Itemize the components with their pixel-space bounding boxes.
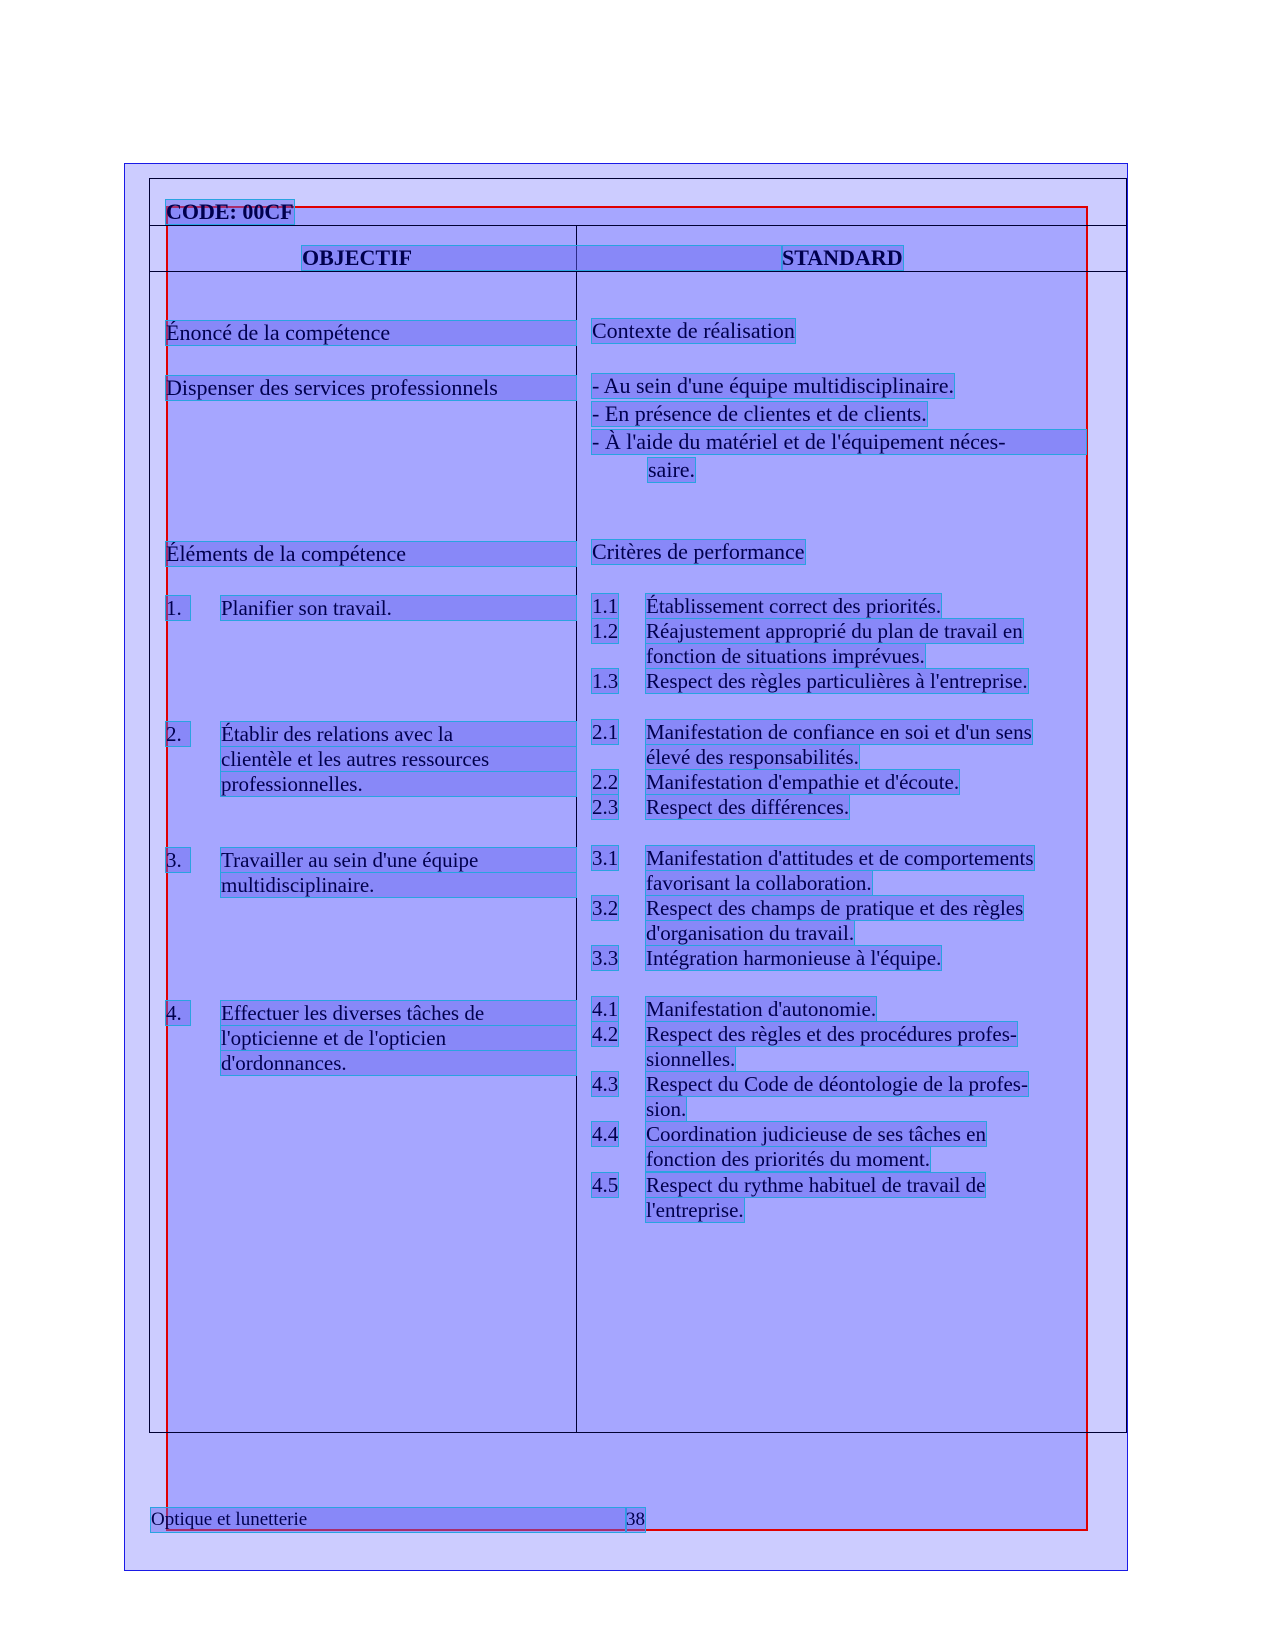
critere-line: fonction des priorités du moment. (646, 1147, 931, 1171)
critere-line: élevé des responsabilités. (646, 745, 859, 769)
critere-number: 4.3 (592, 1072, 619, 1096)
contexte-title: Contexte de réalisation (592, 318, 795, 343)
element-line: professionnelles. (221, 772, 576, 796)
critere-line: Respect des différences. (646, 795, 850, 819)
header-standard: STANDARD (782, 245, 903, 270)
critere-line: d'organisation du travail. (646, 921, 855, 945)
critere-line: Manifestation de confiance en soi et d'un sens (646, 720, 1032, 744)
critere-number: 1.3 (592, 669, 619, 693)
critere-line: Manifestation d'autonomie. (646, 997, 877, 1021)
contexte-line: - À l'aide du matériel et de l'équipement néces- (592, 430, 1086, 454)
critere-line: favorisant la collaboration. (646, 871, 872, 895)
critere-line: sionnelles. (646, 1047, 736, 1071)
critere-line: Manifestation d'attitudes et de comportements (646, 846, 1034, 870)
critere-line: fonction de situations imprévues. (646, 644, 925, 668)
critere-number: 3.2 (592, 896, 619, 920)
critere-number: 4.2 (592, 1022, 619, 1046)
enonce-text: Dispenser des services professionnels (166, 376, 576, 400)
critere-line: Établissement correct des priorités. (646, 594, 942, 618)
critere-line: Respect du Code de déontologie de la profes- (646, 1072, 1028, 1096)
page-number: 38 (626, 1509, 645, 1530)
code-label: CODE: 00CF (166, 199, 294, 224)
contexte-line: saire. (648, 457, 696, 482)
critere-line: Respect des règles et des procédures profes- (646, 1022, 1017, 1046)
element-line: clientèle et les autres ressources (221, 747, 576, 771)
element-line: Effectuer les diverses tâches de (221, 1001, 576, 1025)
contexte-line: - Au sein d'une équipe multidisciplinaire. (592, 373, 955, 398)
element-line: Travailler au sein d'une équipe (221, 848, 576, 872)
header-objectif: OBJECTIF (302, 246, 782, 270)
critere-line: sion. (646, 1097, 687, 1121)
element-line: multidisciplinaire. (221, 873, 576, 897)
critere-line: Respect des règles particulières à l'entreprise. (646, 669, 1028, 693)
element-number: 1. (166, 596, 190, 620)
element-number: 2. (166, 722, 190, 746)
critere-number: 2.3 (592, 795, 619, 819)
critere-number: 3.1 (592, 846, 619, 870)
critere-number: 2.1 (592, 720, 619, 744)
contexte-line: - En présence de clientes et de clients. (592, 401, 927, 426)
critere-line: Respect des champs de pratique et des règles (646, 896, 1024, 920)
critere-line: Intégration harmonieuse à l'équipe. (646, 946, 942, 970)
footer-title: Optique et lunetterie (151, 1508, 626, 1532)
competence-table (149, 178, 1127, 1433)
element-line: Établir des relations avec la (221, 722, 576, 746)
critere-line: Manifestation d'empathie et d'écoute. (646, 770, 960, 794)
element-line: d'ordonnances. (221, 1051, 576, 1075)
code-divider (149, 225, 1127, 226)
element-number: 3. (166, 848, 190, 872)
element-number: 4. (166, 1001, 190, 1025)
enonce-title: Énoncé de la compétence (166, 321, 576, 345)
critere-number: 3.3 (592, 946, 619, 970)
critere-number: 2.2 (592, 770, 619, 794)
critere-number: 1.2 (592, 619, 619, 643)
critere-number: 4.5 (592, 1173, 619, 1197)
element-line: Planifier son travail. (221, 596, 576, 620)
column-divider (576, 225, 577, 1433)
elements-title: Éléments de la compétence (166, 542, 576, 566)
critere-line: Respect du rythme habituel de travail de (646, 1173, 986, 1197)
critere-number: 1.1 (592, 594, 619, 618)
critere-number: 4.4 (592, 1122, 619, 1146)
critere-line: Réajustement approprié du plan de travail en (646, 619, 1023, 643)
critere-number: 4.1 (592, 997, 619, 1021)
header-divider (149, 271, 1127, 272)
element-line: l'opticienne et de l'opticien (221, 1026, 576, 1050)
critere-line: l'entreprise. (646, 1198, 744, 1222)
criteres-title: Critères de performance (592, 539, 805, 564)
critere-line: Coordination judicieuse de ses tâches en (646, 1122, 986, 1146)
